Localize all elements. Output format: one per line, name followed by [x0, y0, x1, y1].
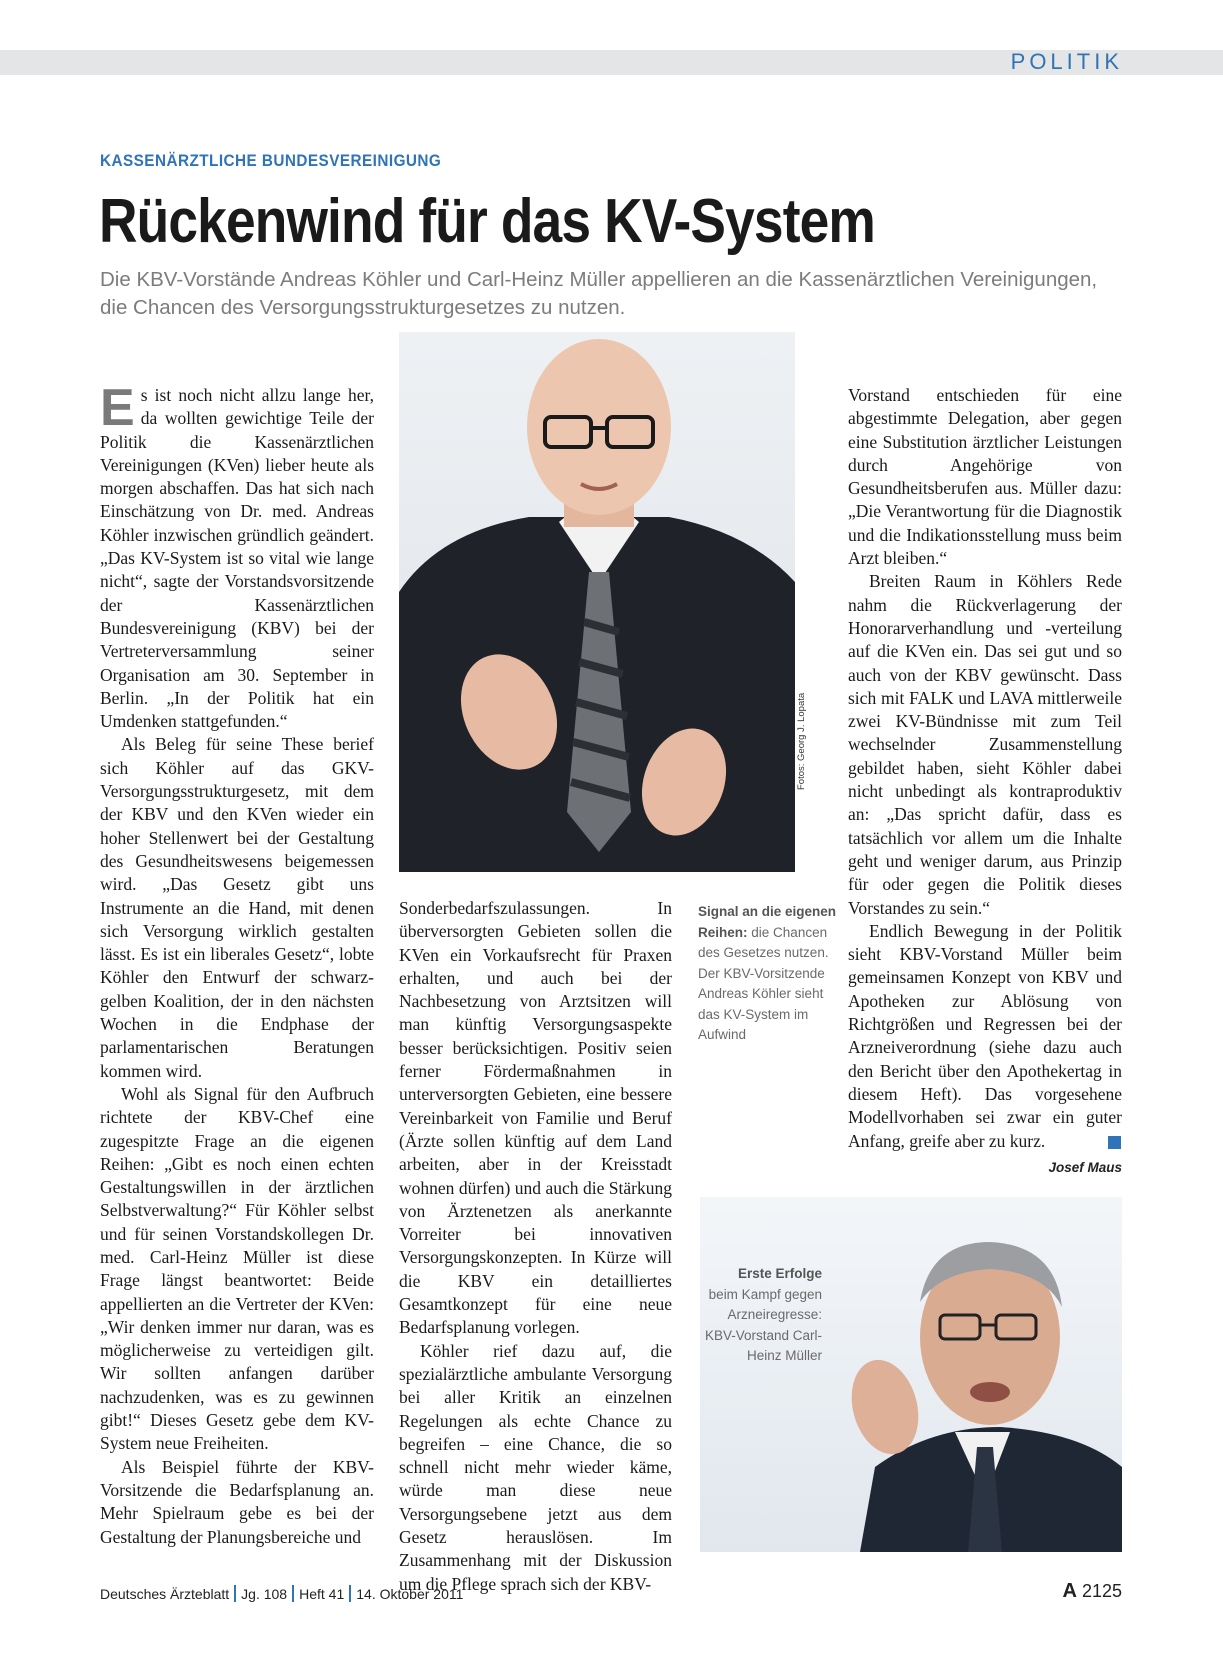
photo-caption-2 — [700, 1264, 822, 1367]
paragraph: Wohl als Signal für den Aufbruch richtete der KBV-Chef eine zugespitzte Frage an die eigenen Reihen: „Gibt es noch einen echten Gestaltungswillen in der ärztlichen Selbstverwaltung?“ Für Köhler selbst und für seinen Vorstandskollegen Dr. med. Carl-Heinz Müller ist diese Frage längst beantwortet: Beide appellierten an die Vertreter der KVen: „Wir denken immer nur daran, was es möglicherweise zu verteidigen gilt. Wir sollten anfangen darüber nachzudenken, was es zu gewinnen gibt!“ Dieses Gesetz gebe dem KV-System neue Freiheiten. — [100, 1083, 374, 1454]
page-number — [1062, 1580, 1122, 1603]
drop-cap: E — [100, 379, 135, 437]
photo-mueller — [700, 1197, 1122, 1552]
caption-title: Signal an die eigenen Reihen: — [698, 904, 837, 940]
paragraph — [100, 379, 374, 733]
photo-credit: Fotos: Georg J. Lopata — [796, 692, 807, 790]
separator — [234, 1585, 236, 1602]
paragraph: Breiten Raum in Köhlers Rede nahm die Rückverlagerung der Honorarverhandlung und -verteilung auf die KVen ein. Das sei gut und so auch von der KBV gewünscht. Dass sich mit FALK und LAVA mittlerweile zwei KV-Bündnisse mit zum Teil wechselnder Zusammenstellung gebildet haben, sieht Köhler dabei nicht unbedingt als kontraproduktiv an: „Das spricht dafür, dass es tatsächlich vor allem um die Inhalte geht und weniger darum, aus Prinzip für oder gegen die Politik dieses Vorstandes zu sein.“ — [848, 571, 1122, 918]
kicker: KASSENÄRZTLICHE BUNDESVEREINIGUNG — [100, 151, 442, 170]
paragraph: Vorstand entschieden für eine abgestimmte Delegation, aber gegen eine Substitution ärztlicher Leistungen durch Angehörige von Gesundheitsberufen aus. Müller dazu: „Die Verantwortung für die Diagnostik und die Indikationsstellung muss beim Arzt bleiben.“ — [848, 385, 1122, 569]
article-column-2 — [399, 897, 672, 1596]
section-label: POLITIK — [1010, 49, 1123, 74]
end-mark-icon — [1108, 1136, 1121, 1149]
page-prefix: A — [1062, 1580, 1077, 1602]
paragraph: Als Beispiel führte der KBV-Vorsitzende die Bedarfsplanung an. Mehr Spielraum gebe es bei der Gestaltung der Planungsbereiche und — [100, 1456, 374, 1547]
footer — [100, 1585, 463, 1602]
caption-text: beim Kampf gegen Arzneiregresse: KBV-Vorstand Carl-Heinz Müller — [704, 1286, 822, 1363]
paragraph: Köhler rief dazu auf, die spezialärztliche ambulante Versorgung bei aller Kritik an einzelnen Regelungen als echte Chance zu begreifen – eine Chance, die so schnell nicht mehr wieder käme, würde man diese neue Versorgungsebene jetzt aus dem Gesetz herauslösen. Im Zusammenhang mit der Diskussion um die Pflege sprach sich der KBV- — [399, 1340, 672, 1594]
portrait-illustration — [700, 1197, 1122, 1552]
page-number-value: 2125 — [1081, 1581, 1122, 1601]
article-column-3 — [848, 384, 1122, 1153]
paragraph: Endlich Bewegung in der Politik sieht KBV-Vorstand Müller beim gemeinsamen Konzept von KBV und Apotheken zur Ablösung von Richtgrößen und Regressen bei der Arzneiverordnung (siehe dazu auch den Bericht über den Apothekertag in diesem Heft). Das vorgesehene Modellvorhaben sei zwar ein guter Anfang, greife aber zu kurz. — [848, 920, 1122, 1151]
headline: Rückenwind für das KV-System — [99, 187, 875, 256]
paragraph: Als Beleg für seine These berief sich Köhler auf das GKV-Versorgungsstrukturgesetz, mit dem der KBV und den KVen wieder ein hoher Stellenwert bei der Gestaltung des Gesundheitswesens beigemessen wird. „Das Gesetz gibt uns Instrumente an die Hand, mit denen sich Versorgung wirklich gestalten lässt. Es ist ein liberales Gesetz“, lobte Köhler den Entwurf der schwarz-gelben Koalition, der in den nächsten Wochen in die Endphase der parlamentarischen Beratungen kommen wird. — [100, 734, 374, 1081]
separator — [349, 1585, 351, 1602]
lead-text: Die KBV-Vorstände Andreas Köhler und Carl-Heinz Müller appellieren an die Kassenärztlichen Vereinigungen, die Chancen des Versorgungsstrukturgesetzes zu nutzen. — [100, 268, 1098, 319]
volume: Jg. 108 — [241, 1586, 288, 1602]
caption-title: Erste Erfolge — [737, 1266, 822, 1281]
paragraph-text: s ist noch nicht allzu lange her, da wollten gewichtige Teile der Politik die Kassenärztlichen Vereinigungen (KVen) lieber heute als morgen abschaffen. Das hat sich nach Einschätzung von Dr. med. Andreas Köhler inzwischen gründlich geändert. „Das KV-System ist so vital wie lange nicht“, sagte der Vorstandsvorsitzende der Kassenärztlichen Bundesvereinigung (KBV) bei der Vertreterversammlung seiner Organisation am 30. September in Berlin. „In der Politik hat ein Umdenken stattgefunden.“ — [100, 385, 374, 732]
author-name: Josef Maus — [1048, 1160, 1122, 1175]
portrait-illustration — [399, 332, 795, 872]
separator — [292, 1585, 294, 1602]
paragraph: Sonderbedarfszulassungen. In überversorgten Gebieten sollen die KVen ein Vorkaufsrecht für Praxen erhalten, und auch bei der Nachbesetzung von Arztsitzen will man künftig Versorgungsaspekte besser berücksichtigen. Positiv seien ferner Fördermaßnahmen in unterversorgten Gebieten, eine bessere Vereinbarkeit von Familie und Beruf (Ärzte sollen künftig auf dem Land arbeiten, aber in der Kreisstadt wohnen dürfen) und auch die Stärkung von Ärztenetzen als anerkannte Vorreiter bei innovativen Versorgungskonzepten. In Kürze will die KBV ein detailliertes Gesamtkonzept für eine neue Bedarfsplanung vorlegen. — [399, 898, 672, 1338]
issue: Heft 41 — [299, 1586, 345, 1602]
caption-text: die Chancen des Gesetzes nutzen. Der KBV-Vorsitzende Andreas Köhler sieht das KV-System im Aufwind — [698, 924, 829, 1042]
issue-date: 14. Oktober 2011 — [356, 1586, 464, 1602]
article-column-1 — [100, 379, 374, 1549]
publication-name: Deutsches Ärzteblatt — [100, 1586, 230, 1602]
photo-caption-1 — [698, 902, 838, 1046]
photo-koehler — [399, 332, 795, 872]
